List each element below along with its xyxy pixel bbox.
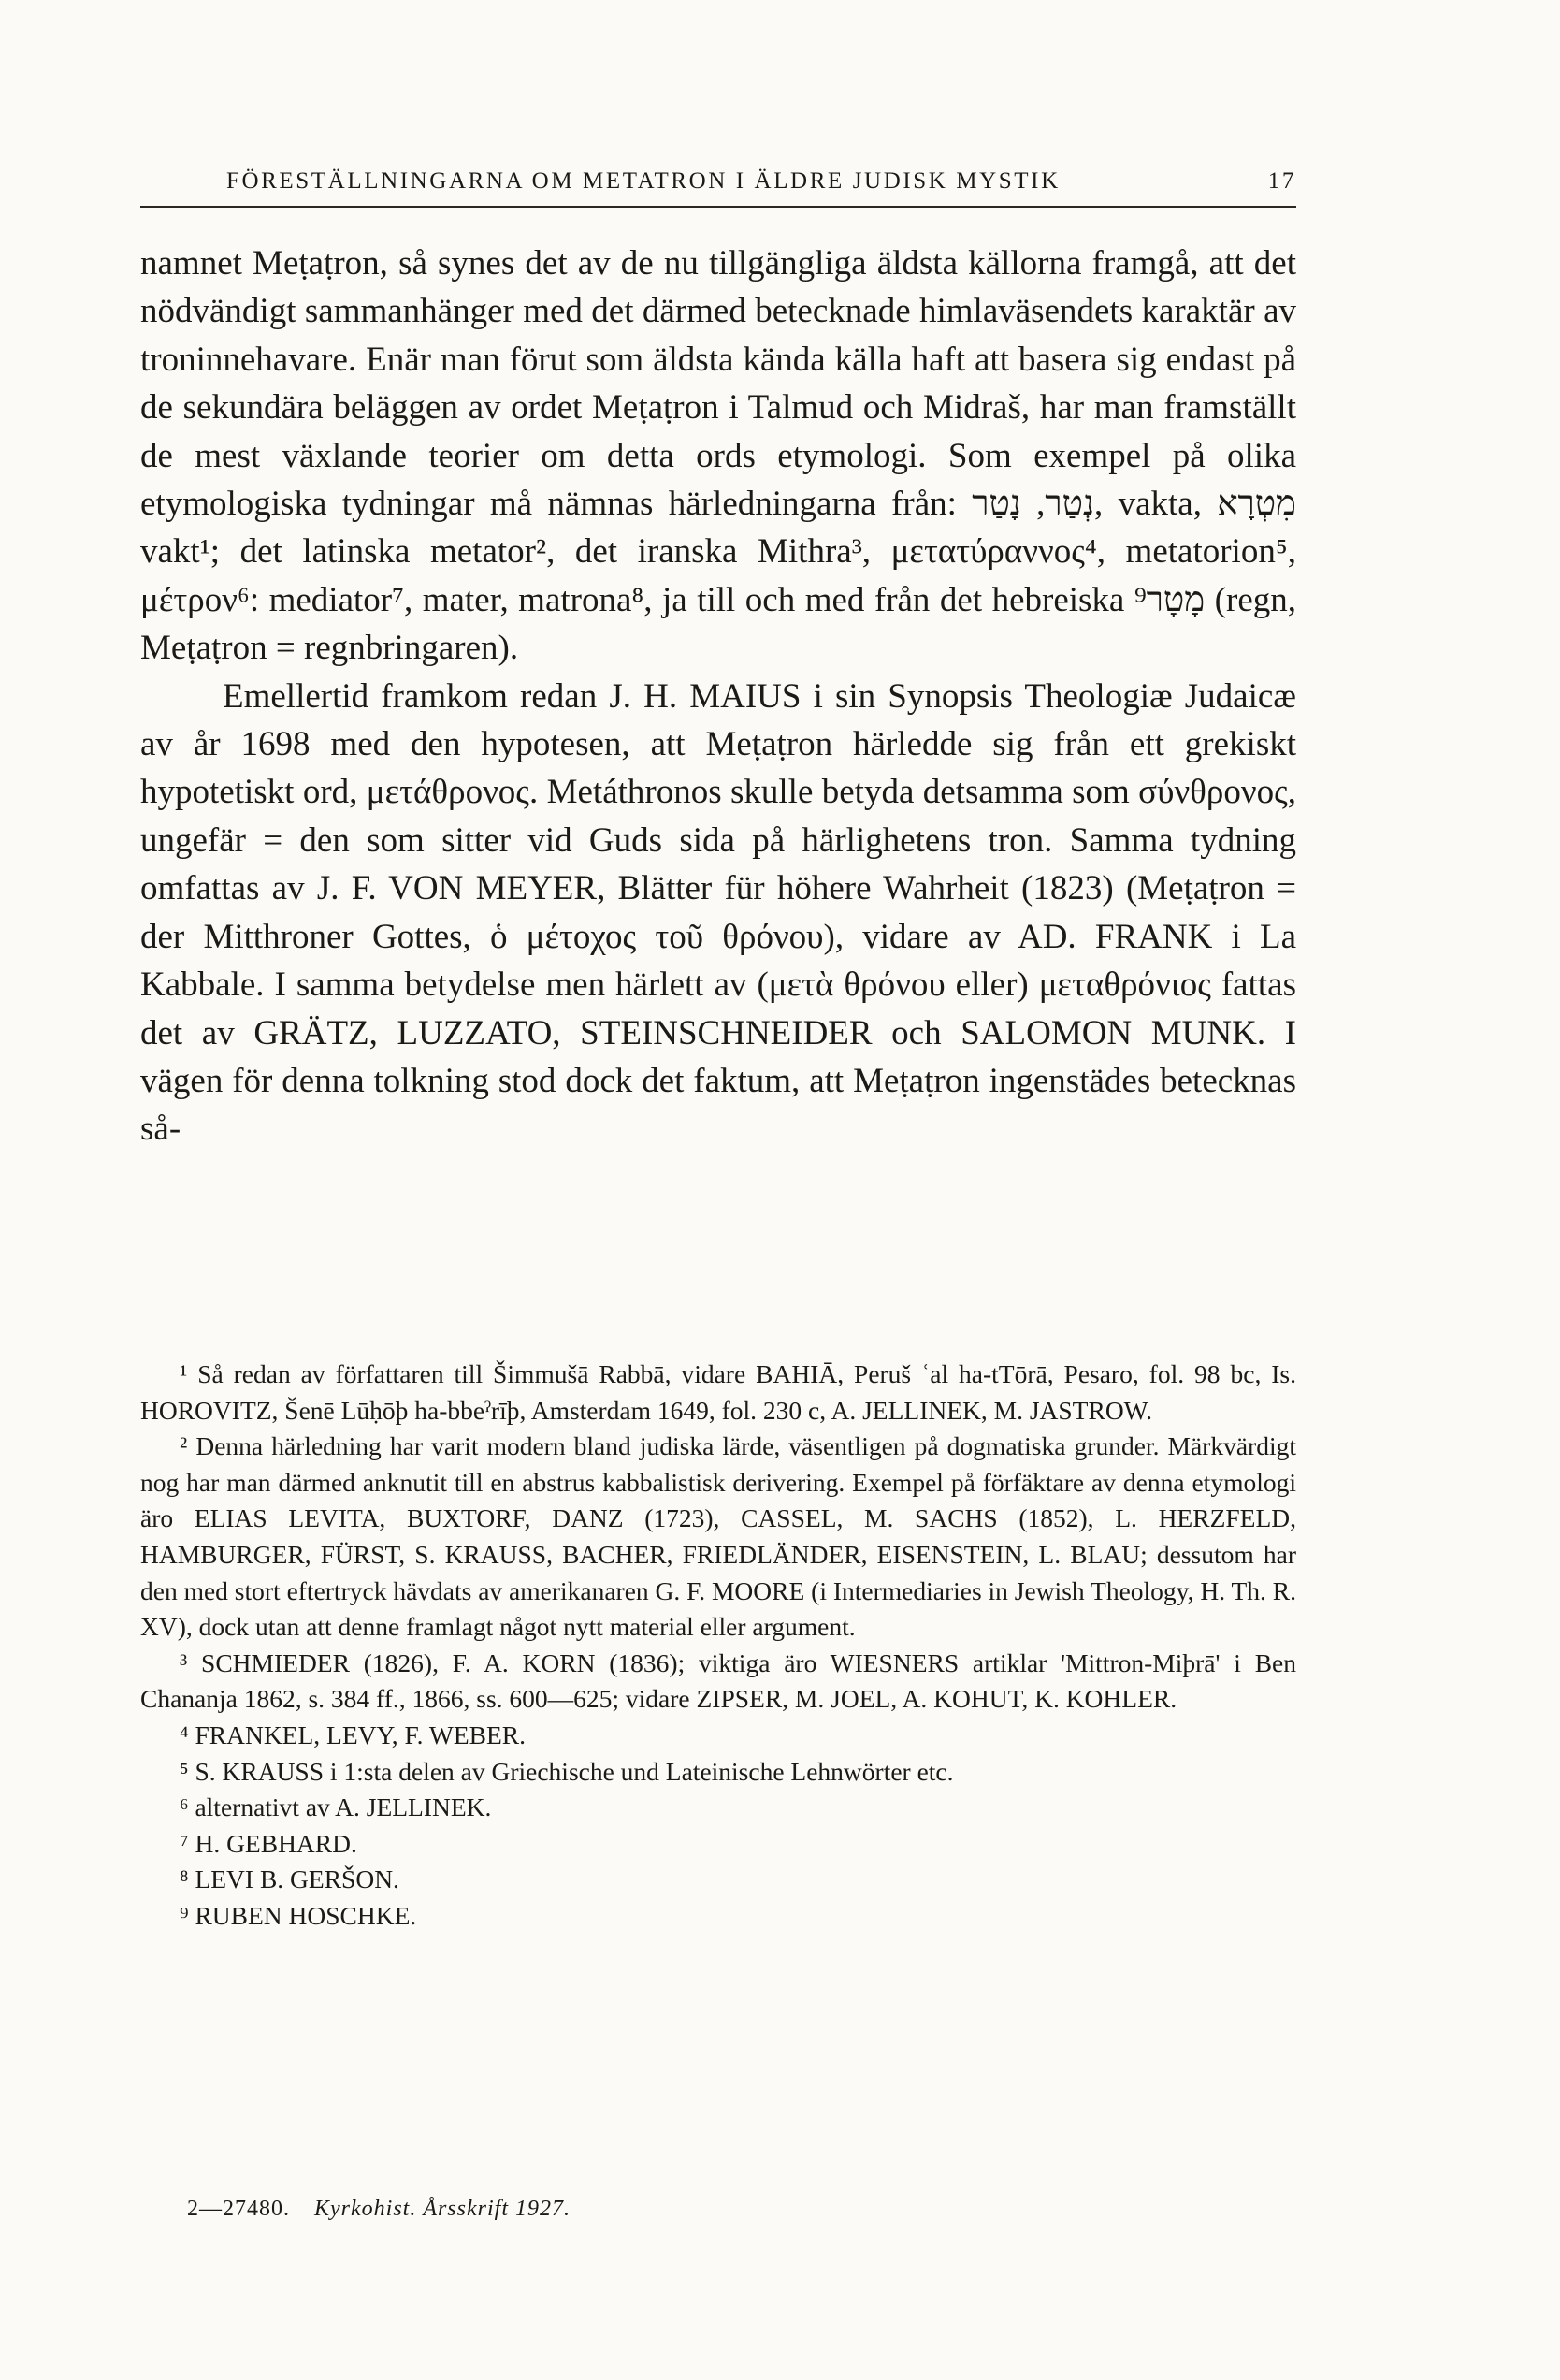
footnote-7: ⁷ H. GEBHARD. <box>180 1828 357 1858</box>
footnote-9: ⁹ RUBEN HOSCHKE. <box>180 1900 417 1930</box>
printer-imprint <box>187 2197 571 2222</box>
footnote-5: ⁵ S. KRAUSS i 1:sta delen av Griechische und Lateinische Lehnwörter etc. <box>180 1756 954 1786</box>
footnotes <box>140 1357 1296 1935</box>
footnote-8: ⁸ LEVI B. GERŠON. <box>180 1865 399 1894</box>
sheet-signature: 2—27480. <box>187 2197 290 2221</box>
paragraph-1: namnet Meṭaṭron, så synes det av de nu tillgängliga äldsta källorna framgå, att det nödvändigt sammanhänger med det därmed betecknade himlaväsendets karaktär av troninnehavare. Enär man förut som äldsta kända källa haft att basera sig endast på de sekundära beläggen av ordet Meṭaṭron i Talmud och Midraš, har man framställt de mest växlande teorier om detta ords etymologi. Som exempel på olika etymologiska tydningar må nämnas härledningarna från: נְטַר, נָטַר, vakta, מִטְרָא vakt¹; det latinska metator², det iranska Mithra³, μετατύραννος⁴, metatorion⁵, μέτρον⁶: mediator⁷, mater, matrona⁸, ja till och med från det hebreiska מָטָר⁹ (regn, Meṭaṭron = regnbringaren). <box>140 244 1296 668</box>
main-text <box>140 239 1296 1154</box>
paragraph-2: Emellertid framkom redan J. H. MAIUS i sin Synopsis Theologiæ Judaicæ av år 1698 med den hypotesen, att Meṭaṭron härledde sig från ett grekiskt hypotetiskt ord, μετάθρονος. Metáthronos skulle betyda detsamma som σύνθρονος, ungefär = den som sitter vid Guds sida på härlighetens tron. Samma tydning omfattas av J. F. VON MEYER, Blätter für höhere Wahrheit (1823) (Meṭaṭron = der Mitthroner Gottes, ὁ μέτοχος τοῦ θρόνου), vidare av AD. FRANK i La Kabbale. I samma betydelse men härlett av (μετὰ θρόνου eller) μεταθρόνιος fattas det av GRÄTZ, LUZZATO, STEINSCHNEIDER och SALOMON MUNK. I vägen för denna tolkning stod dock det faktum, att Meṭaṭron ingenstädes betecknas så- <box>140 676 1296 1149</box>
footnote-2: ² Denna härledning har varit modern bland judiska lärde, väsentligen på dogmatiska grunder. Märkvärdigt nog har man därmed anknutit till en abstrus kabbalistisk derivering. Exempel på förfäktare av denna etymologi äro ELIAS LEVITA, BUXTORF, DANZ (1723), CASSEL, M. SACHS (1852), L. HERZFELD, HAMBURGER, FÜRST, S. KRAUSS, BACHER, FRIEDLÄNDER, EISENSTEIN, L. BLAU; dessutom har den med stort eftertryck hävdats av amerikanaren G. F. MOORE (i Intermediaries in Jewish Theology, H. Th. R. XV), dock utan att denne framlagt något nytt material eller argument. <box>140 1431 1297 1642</box>
header-rule <box>140 206 1296 208</box>
running-title: FÖRESTÄLLNINGARNA OM METATRON I ÄLDRE JUDISK MYSTIK <box>226 168 1061 194</box>
page-number: 17 <box>1267 168 1296 194</box>
journal-name: Kyrkohist. Årsskrift 1927. <box>314 2197 571 2221</box>
footnote-4: ⁴ FRANKEL, LEVY, F. WEBER. <box>180 1720 527 1749</box>
footnote-3: ³ SCHMIEDER (1826), F. A. KORN (1836); viktiga äro WIESNERS artiklar 'Mittron-Miþrā' i Ben Chananja 1862, s. 384 ff., 1866, ss. 600—625; vidare ZIPSER, M. JOEL, A. KOHUT, K. KOHLER. <box>140 1647 1296 1714</box>
footnote-1: ¹ Så redan av författaren till Šimmušā Rabbā, vidare BAHIĀ, Peruš ʿal ha-tTōrā, Pesaro, fol. 98 bc, Is. HOROVITZ, Šenē Lūḥōþ ha-bbeˀrīþ, Amsterdam 1649, fol. 230 c, A. JELLINEK, M. JASTROW. <box>140 1359 1296 1425</box>
footnote-6: ⁶ alternativt av A. JELLINEK. <box>180 1792 492 1822</box>
running-header <box>140 168 1296 195</box>
